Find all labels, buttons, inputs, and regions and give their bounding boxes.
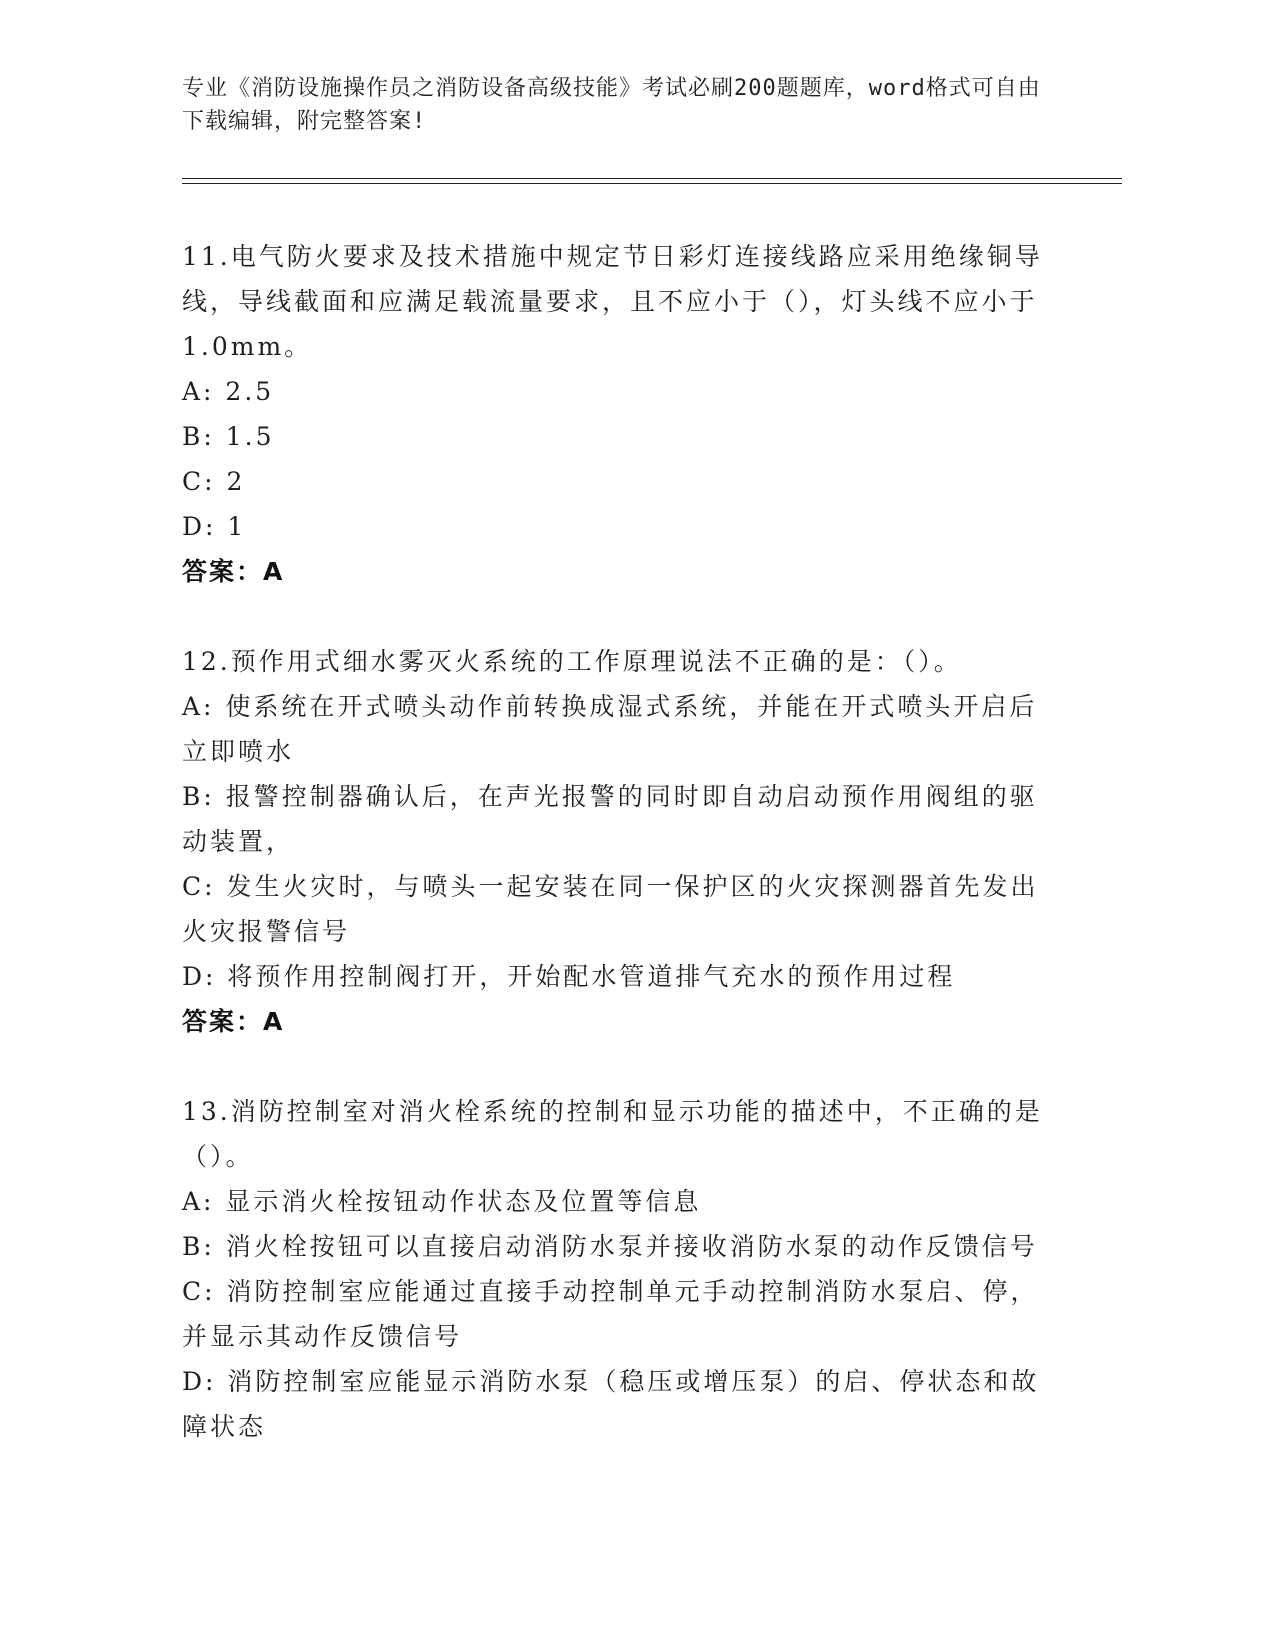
header-divider-bottom [182, 183, 1122, 184]
question-list [182, 234, 1052, 1494]
header-divider-top [182, 178, 1122, 179]
option-c: C: 发生火灾时，与喷头一起安装在同一保护区的火灾探测器首先发出火灾报警信号 [182, 872, 1039, 946]
option-c: C: 消防控制室应能通过直接手动控制单元手动控制消防水泵启、停，并显示其动作反馈信号 [182, 1277, 1039, 1351]
question-13 [182, 1089, 1052, 1449]
option-a: A: 使系统在开式喷头动作前转换成湿式系统，并能在开式喷头开启后立即喷水 [182, 692, 1038, 766]
question-stem: 11.电气防火要求及技术措施中规定节日彩灯连接线路应采用绝缘铜导线，导线截面和应满足载流量要求，且不应小于（），灯头线不应小于1.0mm。 [182, 242, 1043, 361]
option-d: D: 将预作用控制阀打开，开始配水管道排气充水的预作用过程 [182, 962, 956, 991]
option-c: C: 2 [182, 467, 246, 496]
question-12 [182, 639, 1052, 1044]
option-a: A: 2.5 [182, 377, 275, 406]
option-b: B: 报警控制器确认后，在声光报警的同时即自动启动预作用阀组的驱动装置， [182, 782, 1038, 856]
option-a: A: 显示消火栓按钮动作状态及位置等信息 [182, 1187, 702, 1216]
answer-label: 答案：A [182, 1007, 285, 1036]
document-intro: 专业《消防设施操作员之消防设备高级技能》考试必刷200题题库，word格式可自由下载编辑，附完整答案! [182, 76, 1041, 134]
answer-label: 答案：A [182, 557, 285, 586]
question-11 [182, 234, 1052, 594]
option-d: D: 消防控制室应能显示消防水泵（稳压或增压泵）的启、停状态和故障状态 [182, 1367, 1040, 1441]
option-d: D: 1 [182, 512, 247, 541]
question-stem: 12.预作用式细水雾灭火系统的工作原理说法不正确的是：（）。 [182, 647, 962, 676]
option-b: B: 1.5 [182, 422, 275, 451]
option-b: B: 消火栓按钮可以直接启动消防水泵并接收消防水泵的动作反馈信号 [182, 1232, 1038, 1261]
question-stem: 13.消防控制室对消火栓系统的控制和显示功能的描述中，不正确的是（）。 [182, 1097, 1043, 1171]
